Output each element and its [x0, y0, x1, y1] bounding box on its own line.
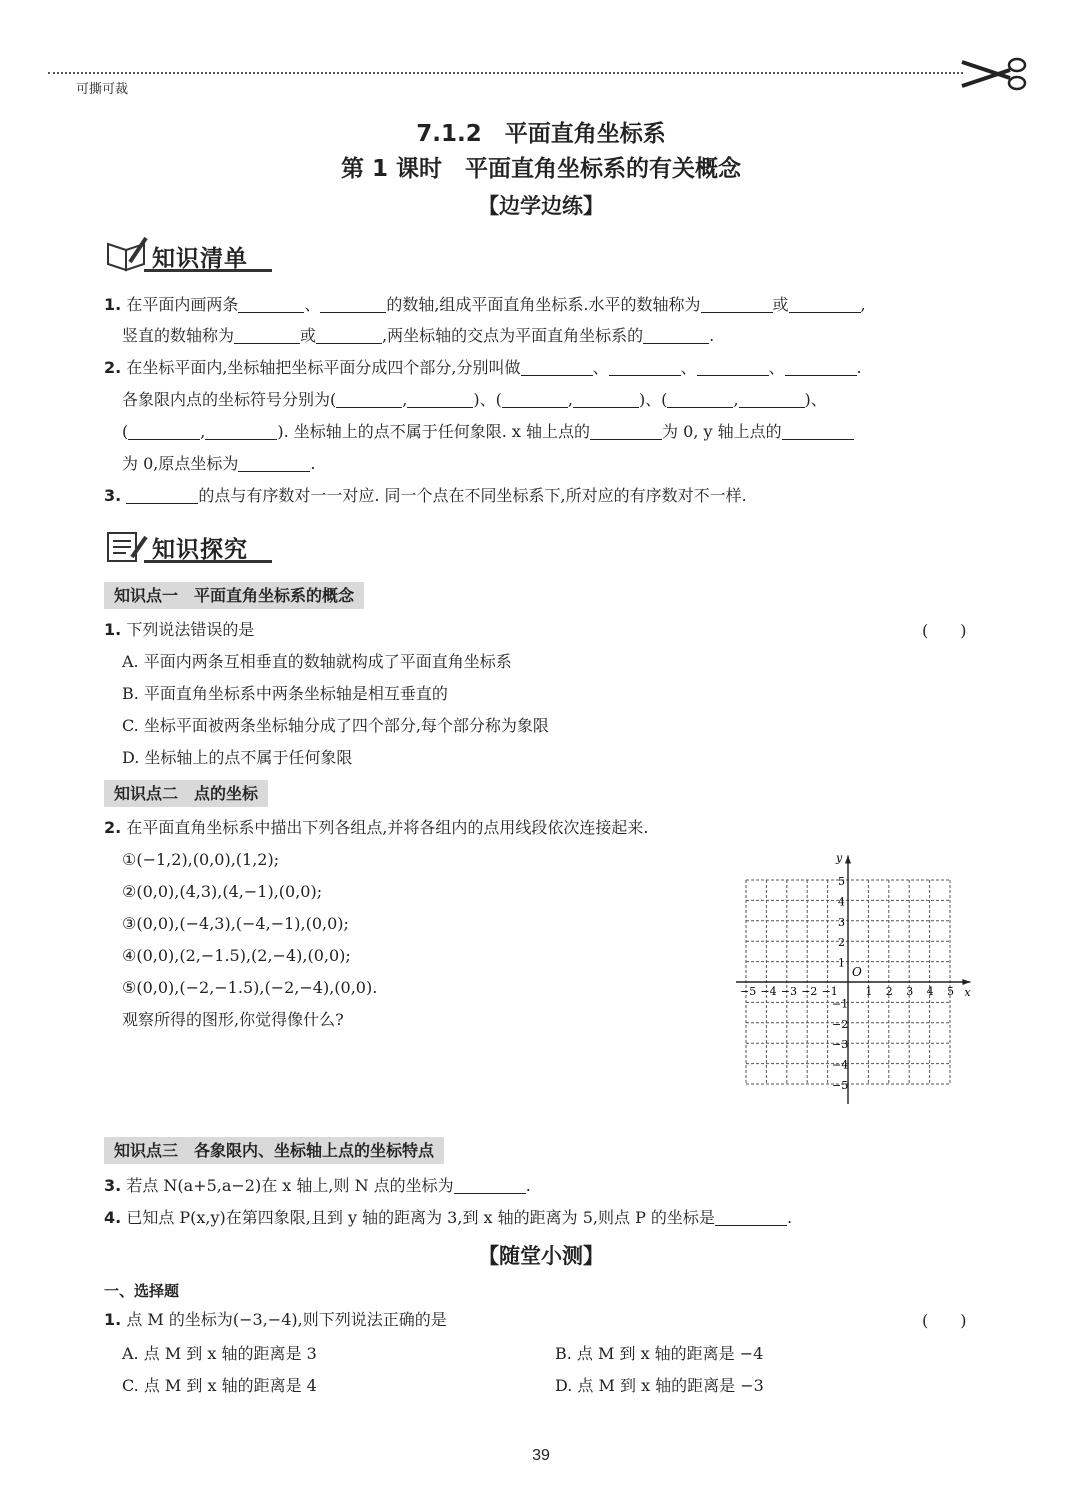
kp2-group-5: ⑤(0,0),(−2,−1.5),(−2,−4),(0,0).: [122, 978, 378, 997]
y-tick-label: 1: [838, 956, 845, 970]
checklist-q1-line1: 1. 在平面内画两条 、 的数轴,组成平面直角坐标系.水平的数轴称为 或 ,: [104, 295, 866, 314]
y-tick-label: −1: [832, 997, 849, 1011]
x-tick-label: −5: [740, 985, 757, 998]
kp3-q4: 4. 已知点 P(x,y)在第四象限,且到 y 轴的距离为 3,到 x 轴的距离为 5,则点 P 的坐标是 .: [104, 1208, 793, 1227]
x-axis-arrow: [962, 979, 970, 985]
notepad-pencil-icon: [104, 527, 148, 563]
quiz-option-c: C. 点 M 到 x 轴的距离是 4: [122, 1376, 317, 1395]
knowledge-point-2: 知识点二 点的坐标: [104, 780, 268, 807]
section-title: 7.1.2 平面直角坐标系: [416, 121, 666, 147]
kp1-question: 1. 下列说法错误的是: [104, 620, 255, 639]
checklist-q2-line2: 各象限内点的坐标符号分别为( , )、( , )、( , )、: [122, 390, 827, 409]
scissors-icon: [960, 56, 1030, 92]
x-tick-label: −2: [801, 985, 818, 998]
x-tick-label: 5: [947, 985, 954, 998]
lesson-title: 第 1 课时 平面直角坐标系的有关概念: [340, 156, 742, 182]
knowledge-point-1: 知识点一 平面直角坐标系的概念: [104, 582, 364, 609]
coordinate-grid: [736, 846, 986, 1104]
kp1-option-b: B. 平面直角坐标系中两条坐标轴是相互垂直的: [122, 684, 448, 703]
quiz-option-d: D. 点 M 到 x 轴的距离是 −3: [555, 1376, 764, 1395]
kp2-ask: 观察所得的图形,你觉得像什么?: [122, 1010, 344, 1029]
kp1-answer-paren: ( ): [922, 621, 967, 640]
y-tick-label: 3: [838, 915, 845, 929]
checklist-q2-line3: ( , ). 坐标轴上的点不属于任何象限. x 轴上点的 为 0, y 轴上点的: [122, 420, 854, 444]
kp2-group-4: ④(0,0),(2,−1.5),(2,−4),(0,0);: [122, 946, 351, 965]
y-tick-label: 2: [838, 936, 845, 950]
y-axis-arrow: [845, 856, 851, 864]
origin-label: O: [852, 965, 862, 979]
quiz-option-b: B. 点 M 到 x 轴的距离是 −4: [555, 1344, 764, 1363]
knowledge-point-3: 知识点三 各象限内、坐标轴上点的坐标特点: [104, 1137, 444, 1164]
x-tick-label: −4: [760, 985, 777, 998]
kp1-option-c: C. 坐标平面被两条坐标轴分成了四个部分,每个部分称为象限: [122, 716, 549, 735]
checklist-q1-line2: 竖直的数轴称为 或 ,两坐标轴的交点为平面直角坐标系的 .: [122, 326, 715, 345]
badge-checklist: 知识清单: [104, 236, 272, 272]
y-tick-label: −3: [832, 1038, 849, 1052]
y-tick-label: 4: [838, 895, 845, 909]
x-tick-label: −3: [780, 985, 798, 998]
quiz-section-label: 一、选择题: [104, 1282, 180, 1300]
x-tick-label: 2: [885, 985, 893, 998]
y-tick-label: 5: [838, 875, 845, 888]
part-title-quiz: 【随堂小测】: [478, 1244, 604, 1268]
x-axis-label: x: [964, 986, 971, 999]
y-tick-label: −2: [832, 1017, 849, 1031]
kp2-question: 2. 在平面直角坐标系中描出下列各组点,并将各组内的点用线段依次连接起来.: [104, 818, 649, 837]
notebook-pen-icon: [104, 236, 148, 272]
kp2-group-2: ②(0,0),(4,3),(4,−1),(0,0);: [122, 882, 323, 901]
checklist-q2-line4: 为 0,原点坐标为 .: [122, 454, 316, 473]
quiz-option-a: A. 点 M 到 x 轴的距离是 3: [122, 1344, 317, 1363]
cut-label: 可撕可裁: [76, 82, 129, 97]
kp1-option-a: A. 平面内两条互相垂直的数轴就构成了平面直角坐标系: [122, 652, 512, 671]
kp2-group-3: ③(0,0),(−4,3),(−4,−1),(0,0);: [122, 914, 349, 933]
x-tick-label: 3: [906, 985, 914, 998]
y-tick-label: −5: [832, 1079, 849, 1092]
kp2-group-1: ①(−1,2),(0,0),(1,2);: [122, 850, 280, 869]
kp1-option-d: D. 坐标轴上的点不属于任何象限: [122, 748, 353, 767]
quiz-question: 1. 点 M 的坐标为(−3,−4),则下列说法正确的是: [104, 1310, 447, 1329]
x-tick-label: −1: [821, 985, 838, 998]
quiz-answer-paren: ( ): [922, 1311, 967, 1330]
part-title-learn: 【边学边练】: [478, 194, 604, 218]
cut-line: [48, 72, 963, 74]
page-number: 39: [532, 1447, 550, 1464]
x-tick-label: 4: [926, 985, 934, 998]
checklist-q3: 3. 的点与有序数对一一对应. 同一个点在不同坐标系下,所对应的有序数对不一样.: [104, 486, 747, 505]
kp3-q3: 3. 若点 N(a+5,a−2)在 x 轴上,则 N 点的坐标为 .: [104, 1176, 531, 1195]
badge-explore: 知识探究: [104, 527, 272, 563]
checklist-q2-line1: 2. 在坐标平面内,坐标轴把坐标平面分成四个部分,分别叫做 、 、 、 .: [104, 358, 862, 377]
x-tick-label: 1: [865, 985, 873, 998]
y-tick-label: −4: [832, 1058, 849, 1072]
y-axis-label: y: [836, 851, 843, 865]
